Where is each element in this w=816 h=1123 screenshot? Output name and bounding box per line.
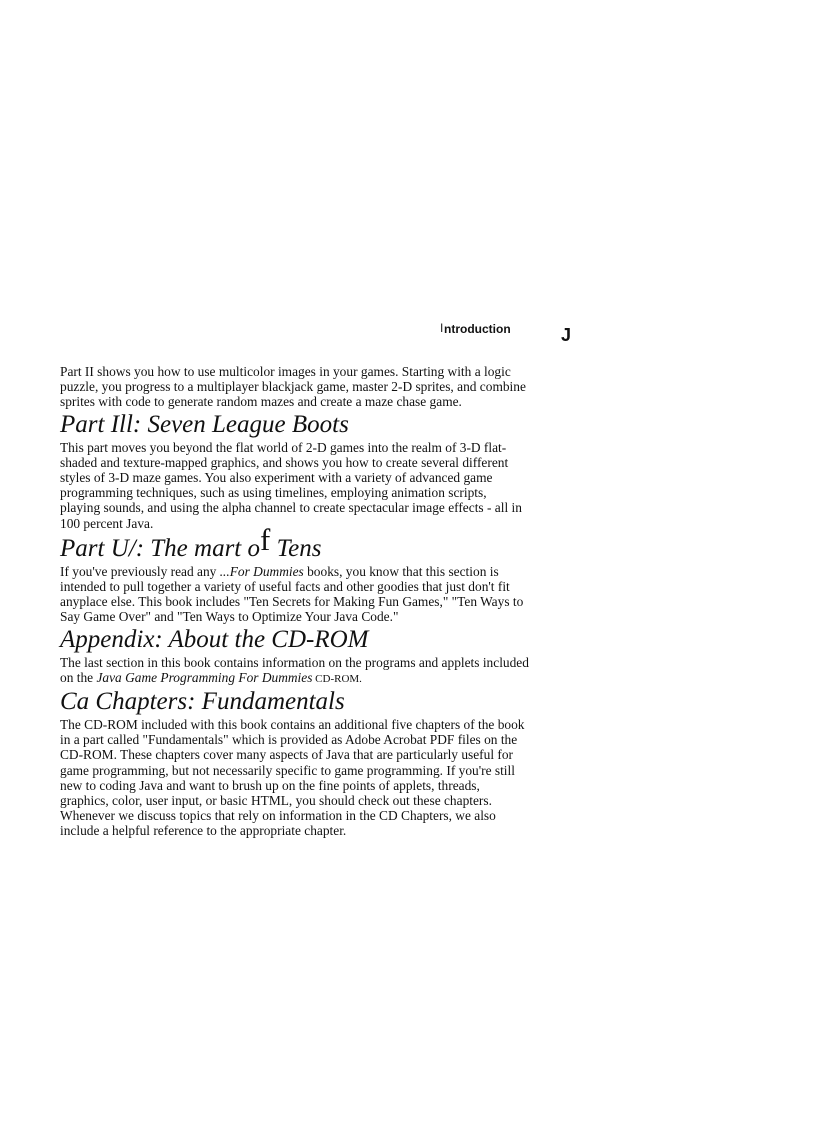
section-paragraph-part-of-tens xyxy=(60,564,530,625)
section-paragraph-cd-chapters: The CD-ROM included with this book contains an additional five chapters of the book in a part called "Fundamentals" which is provided as Adobe Acrobat PDF files on the CD-ROM. These chapters cover many aspects of Java that are particularly useful for game programming, but not necessarily specific to game programming. If you're still new to coding Java and want to brush up on the fine points of applets, threads, graphics, color, user input, or basic HTML, you should check out these chapters. Whenever we discuss topics that rely on information in the CD Chapters, we also include a helpful reference to the appropriate chapter. xyxy=(60,717,525,839)
running-head: ntroduction xyxy=(444,322,511,336)
page-body xyxy=(60,364,530,839)
book-title-italic: ...For Dummies xyxy=(219,563,304,579)
paragraph-text-end: books, you know that this section is intended to pull together a variety of useful facts and other goodies that just don't fit anyplace else. This book includes "Ten Secrets for Making Fun Games," "Ten Ways to Say Game Over" and "Ten Ways to Optimize Your Java Code." xyxy=(60,563,524,625)
book-title-italic: Java Game Programming For Dummies xyxy=(96,669,313,685)
section-heading-part-of-tens xyxy=(60,521,530,564)
paragraph-text-start: If you've previously read any xyxy=(60,563,220,579)
heading-text-end: Tens xyxy=(270,534,322,562)
section-paragraph-appendix xyxy=(60,655,530,687)
heading-text-start: Part U/: The mart o xyxy=(60,534,260,562)
section-heading-appendix: Appendix: About the CD-ROM xyxy=(60,625,369,653)
paragraph-text-start: The last section in this book contains information on the programs and applets included on the xyxy=(60,654,529,685)
paragraph-text-end: CD-ROM. xyxy=(312,672,362,685)
section-heading-part-3: Part Ill: Seven League Boots xyxy=(60,410,349,438)
running-head-initial: I xyxy=(440,321,444,335)
page-header xyxy=(440,320,580,344)
intro-paragraph: Part II shows you how to use multicolor images in your games. Starting with a logic puzzle, you progress to a multiplayer blackjack game, master 2-D sprites, and combine sprites with code to generate random mazes and create a maze chase game. xyxy=(60,364,526,410)
section-heading-cd-chapters: Ca Chapters: Fundamentals xyxy=(60,688,345,716)
section-paragraph-part-3: This part moves you beyond the flat world of 2-D games into the realm of 3-D flat-shaded and texture-mapped graphics, and shows you how to create several different styles of 3-D maze games. You also experiment with a variety of advanced game programming techniques, such as using timelines, employing animation scripts, playing sounds, and using the alpha channel to create spectacular image effects - all in 100 percent Java. xyxy=(60,439,522,531)
heading-big-letter: f xyxy=(260,521,271,557)
page-mark: J xyxy=(561,325,572,345)
